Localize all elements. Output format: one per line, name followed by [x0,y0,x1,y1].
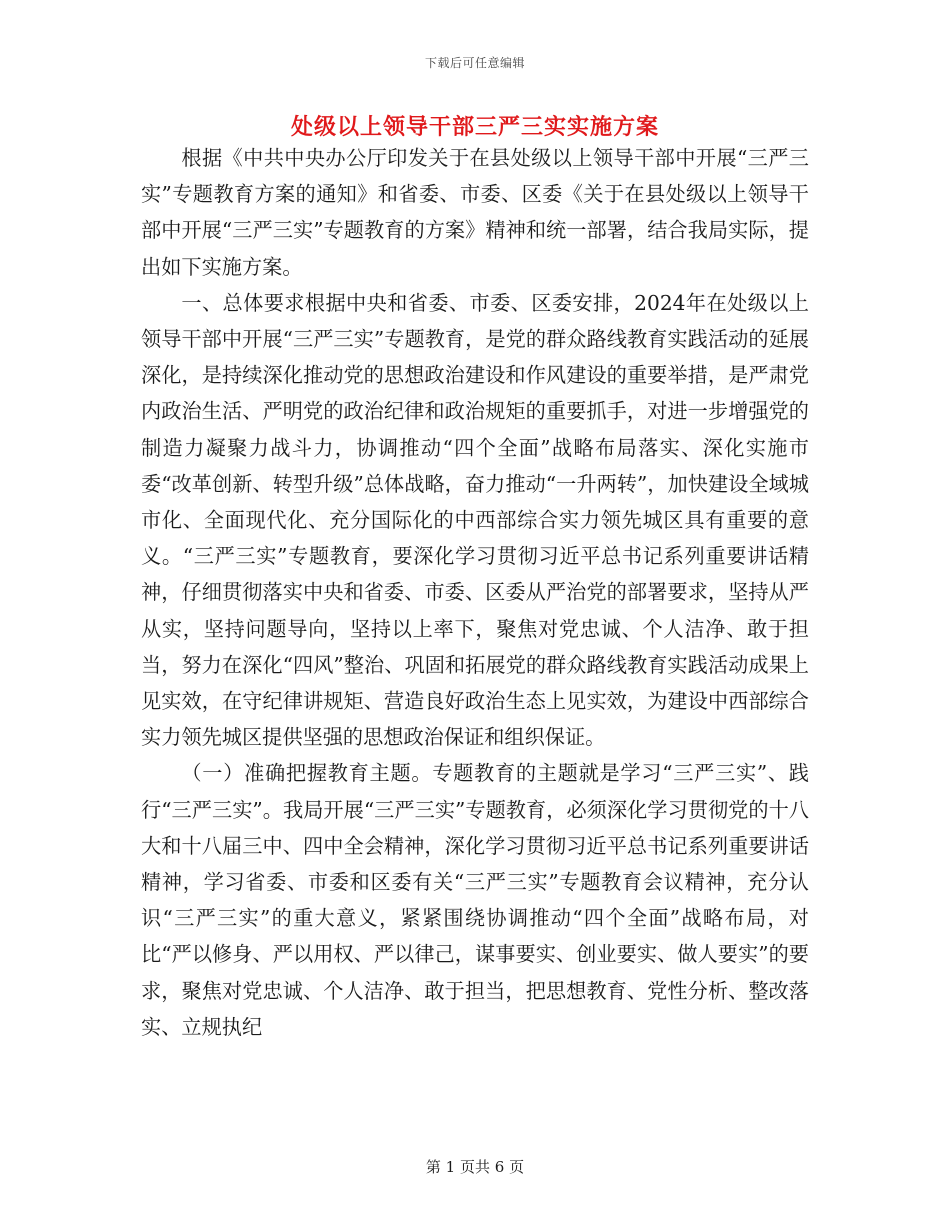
document-title: 处级以上领导干部三严三实实施方案 [290,114,659,140]
paragraph-education-theme: （一）准确把握教育主题。专题教育的主题就是学习“三严三实”、践行“三严三实”。我局开展“三严三实”专题教育，必须深化学习贯彻党的十八大和十八届三中、四中全会精神，深化学习贯彻习近平总书记系列重要讲话精神，学习省委、市委和区委有关“三严三实”专题教育会议精神，充分认识“三严三实”的重大意义，紧紧围绕协调推动“四个全面”战略布局，对比“严以修身、严以用权、严以律己，谋事要实、创业要实、做人要实”的要求，聚焦对党忠诚、个人洁净、敢于担当，把思想教育、党性分析、整改落实、立规执纪 [141,761,809,1039]
paragraph-intro: 根据《中共中央办公厅印发关于在县处级以上领导干部中开展“三严三实”专题教育方案的通知》和省委、市委、区委《关于在县处级以上领导干部中开展“三严三实”专题教育的方案》精神和统一部署，结合我局实际，提出如下实施方案。 [141,146,809,279]
page-number-footer: 第 1 页共 6 页 [425,1158,525,1176]
document-body [141,140,809,1045]
header-note: 下载后可任意编辑 [424,56,525,70]
paragraph-general-requirements: 一、总体要求根据中央和省委、市委、区委安排，2024年在处级以上领导干部中开展“三严三实”专题教育，是党的群众路线教育实践活动的延展深化，是持续深化推动党的思想政治建设和作风建设的重要举措，是严肃党内政治生活、严明党的政治纪律和政治规矩的重要抓手，对进一步增强党的制造力凝聚力战斗力，协调推动“四个全面”战略布局落实、深化实施市委“改革创新、转型升级”总体战略，奋力推动“一升两转”，加快建设全域城市化、全面现代化、充分国际化的中西部综合实力领先城区具有重要的意义。“三严三实”专题教育，要深化学习贯彻习近平总书记系列重要讲话精神，仔细贯彻落实中央和省委、市委、区委从严治党的部署要求，坚持从严从实，坚持问题导向，坚持以上率下，聚焦对党忠诚、个人洁净、敢于担当，努力在深化“四风”整治、巩固和拓展党的群众路线教育实践活动成果上见实效，在守纪律讲规矩、营造良好政治生态上见实效，为建设中西部综合实力领先城区提供坚强的思想政治保证和组织保证。 [141,290,809,750]
